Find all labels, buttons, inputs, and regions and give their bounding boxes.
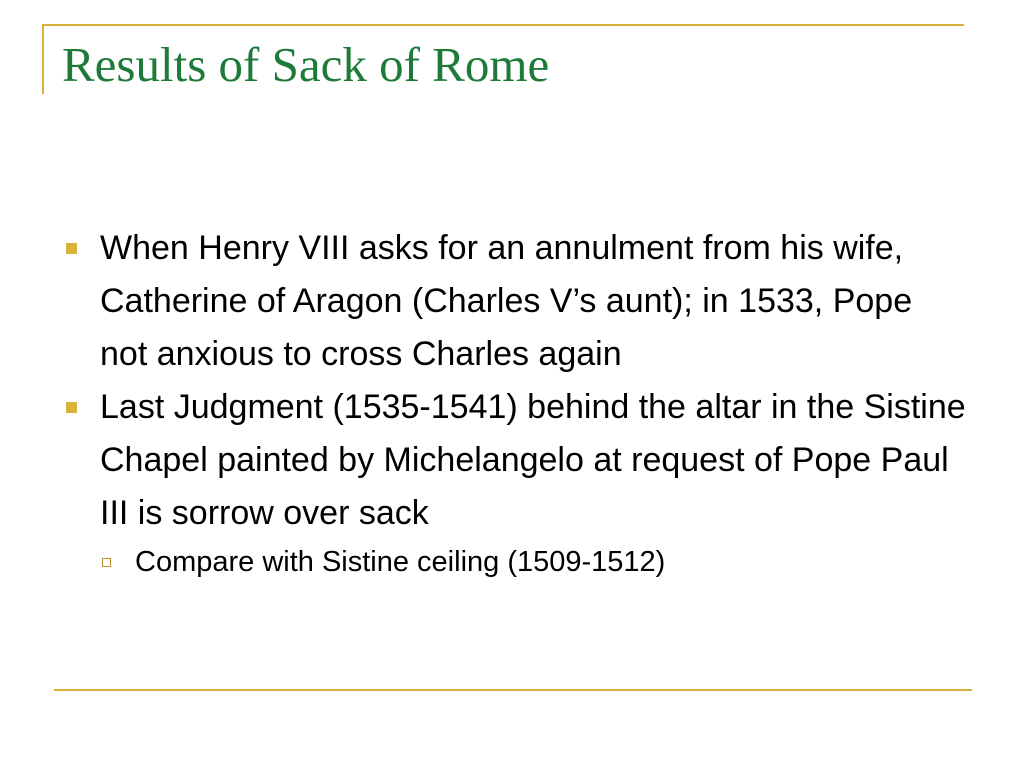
- slide-title: Results of Sack of Rome: [62, 37, 550, 92]
- sub-bullet-text: Compare with Sistine ceiling (1509-1512): [135, 546, 666, 578]
- hollow-square-bullet-icon: [102, 558, 111, 567]
- slide-body: [62, 222, 967, 584]
- frame-left-rule: [42, 24, 44, 94]
- frame-top-rule: [42, 24, 964, 26]
- square-bullet-icon: [66, 402, 77, 413]
- sub-bullet-item: [62, 540, 967, 584]
- bullet-text: When Henry VIII asks for an annulment from his wife, Catherine of Aragon (Charles V’s aunt); in 1533, Pope not anxious to cross Charles again: [100, 229, 913, 373]
- square-bullet-icon: [66, 243, 77, 254]
- bullet-item: [62, 381, 967, 540]
- bullet-item: [62, 222, 967, 381]
- bullet-text: Last Judgment (1535-1541) behind the altar in the Sistine Chapel painted by Michelangelo at request of Pope Paul III is sorrow over sack: [100, 388, 966, 532]
- frame-bottom-rule: [54, 689, 972, 691]
